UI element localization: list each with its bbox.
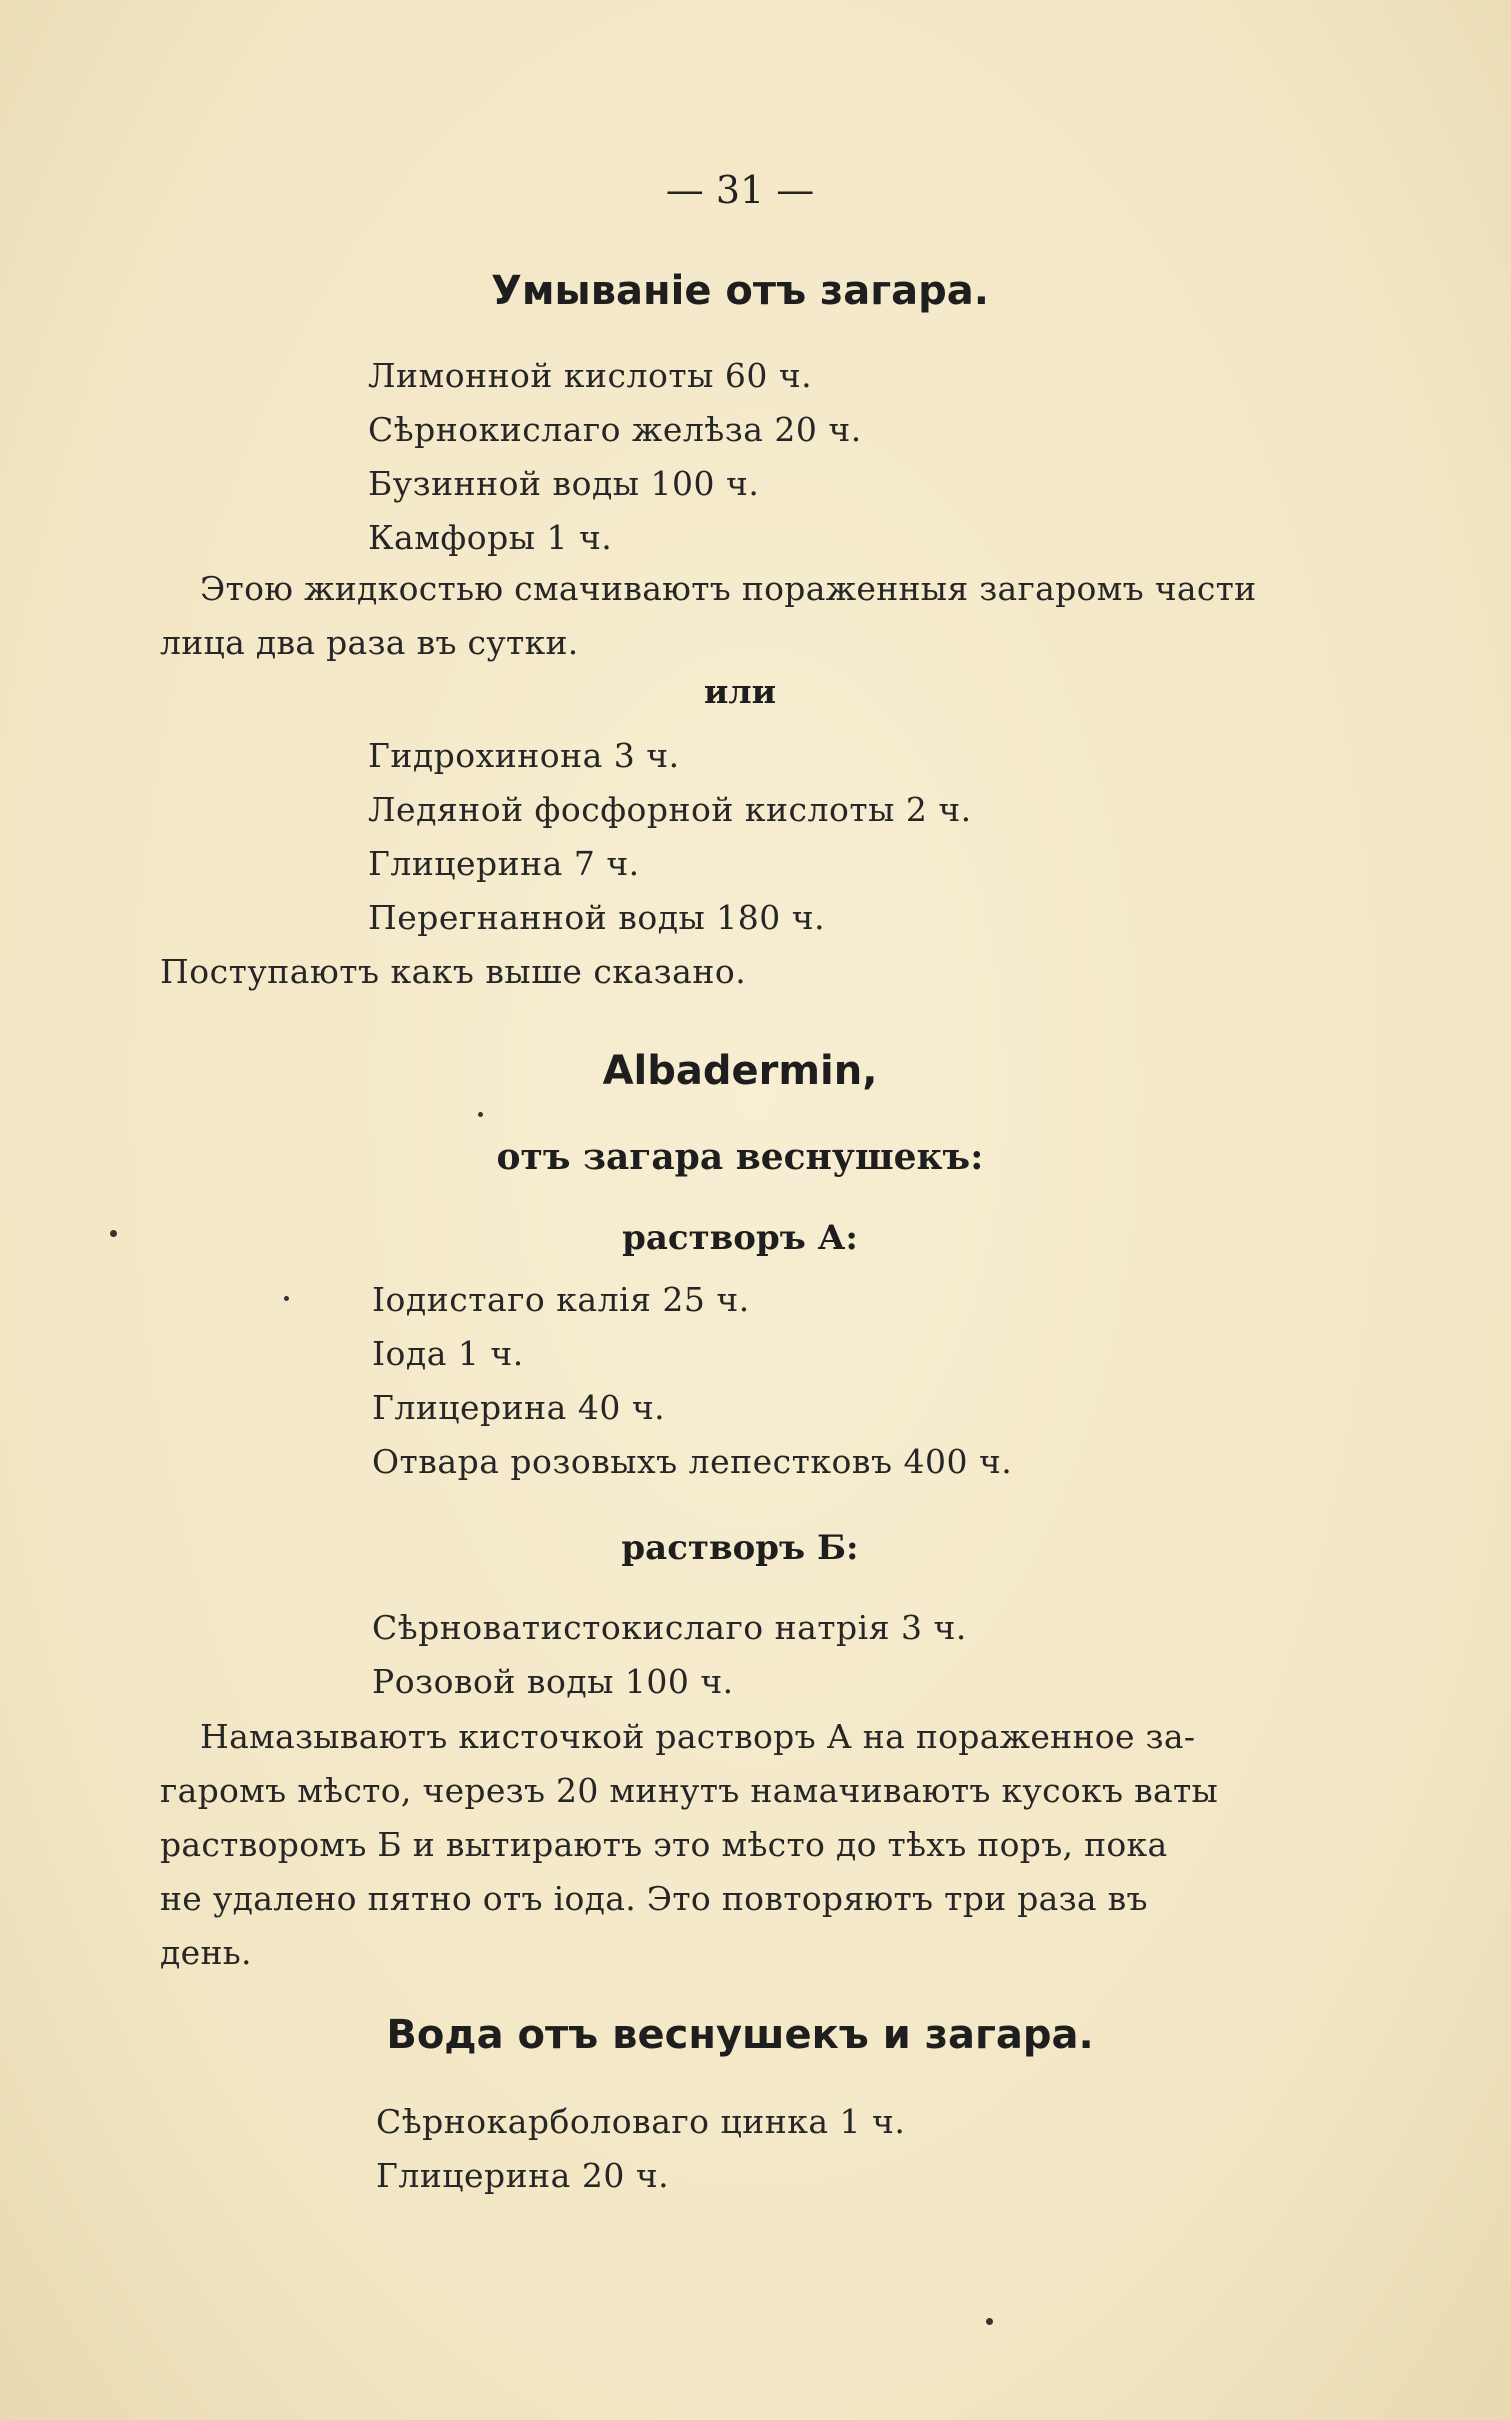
- text-line: Этою жидкостью смачиваютъ пораженныя загаромъ части: [200, 569, 1257, 608]
- ingredient-line: Ледяной фосфорной кислоты 2 ч.: [368, 790, 972, 829]
- section-subtitle: отъ загара веснушекъ:: [496, 1136, 984, 1178]
- ingredient-line: Іода 1 ч.: [372, 1334, 524, 1373]
- ingredient-line: Глицерина 40 ч.: [372, 1388, 666, 1427]
- print-speck: [110, 1230, 117, 1237]
- usage-note: [160, 562, 1335, 670]
- text-line: гаромъ мѣсто, черезъ 20 минутъ намачиваютъ кусокъ ваты: [160, 1771, 1219, 1810]
- solution-b-label: растворъ Б:: [621, 1528, 859, 1568]
- section-title-tan-wash: Умываніе отъ загара.: [490, 268, 989, 314]
- section-title-freckle-water: Вода отъ веснушекъ и загара.: [386, 2012, 1094, 2058]
- ingredient-line: Лимонной кислоты 60 ч.: [368, 356, 813, 395]
- ingredient-line: Гидрохинона 3 ч.: [368, 736, 680, 775]
- text-line: не удалено пятно отъ іода. Это повторяютъ три раза въ: [160, 1879, 1148, 1918]
- ingredient-line: Іодистаго калія 25 ч.: [372, 1280, 750, 1319]
- ingredient-line: Сѣрноватистокислаго натрія 3 ч.: [372, 1608, 967, 1647]
- ingredient-line: Отвара розовыхъ лепестковъ 400 ч.: [372, 1442, 1013, 1481]
- ingredient-line: Розовой воды 100 ч.: [372, 1662, 734, 1701]
- or-separator: или: [703, 672, 777, 711]
- ingredient-line: Перегнанной воды 180 ч.: [368, 898, 826, 937]
- text-line: растворомъ Б и вытираютъ это мѣсто до тѣхъ поръ, пока: [160, 1825, 1168, 1864]
- text-line: день.: [160, 1933, 252, 1972]
- usage-note: Поступаютъ какъ выше сказано.: [160, 952, 747, 991]
- page-number: — 31 —: [665, 168, 815, 212]
- solution-a-label: растворъ А:: [622, 1218, 858, 1258]
- ingredient-line: Бузинной воды 100 ч.: [368, 464, 760, 503]
- ingredient-line: Глицерина 7 ч.: [368, 844, 640, 883]
- instructions-paragraph: [160, 1710, 1335, 1980]
- print-speck: [284, 1296, 289, 1301]
- text-line: лица два раза въ сутки.: [160, 623, 579, 662]
- print-speck: [986, 2318, 993, 2325]
- ingredient-line: Глицерина 20 ч.: [376, 2156, 670, 2195]
- section-title-albadermin: Albadermin,: [602, 1048, 878, 1094]
- ingredient-line: Сѣрнокарболоваго цинка 1 ч.: [376, 2102, 906, 2141]
- ingredient-line: Сѣрнокислаго желѣза 20 ч.: [368, 410, 862, 449]
- print-speck: [478, 1112, 483, 1117]
- ingredient-line: Камфоры 1 ч.: [368, 518, 613, 557]
- text-line: Намазываютъ кисточкой растворъ А на пораженное за-: [200, 1717, 1196, 1756]
